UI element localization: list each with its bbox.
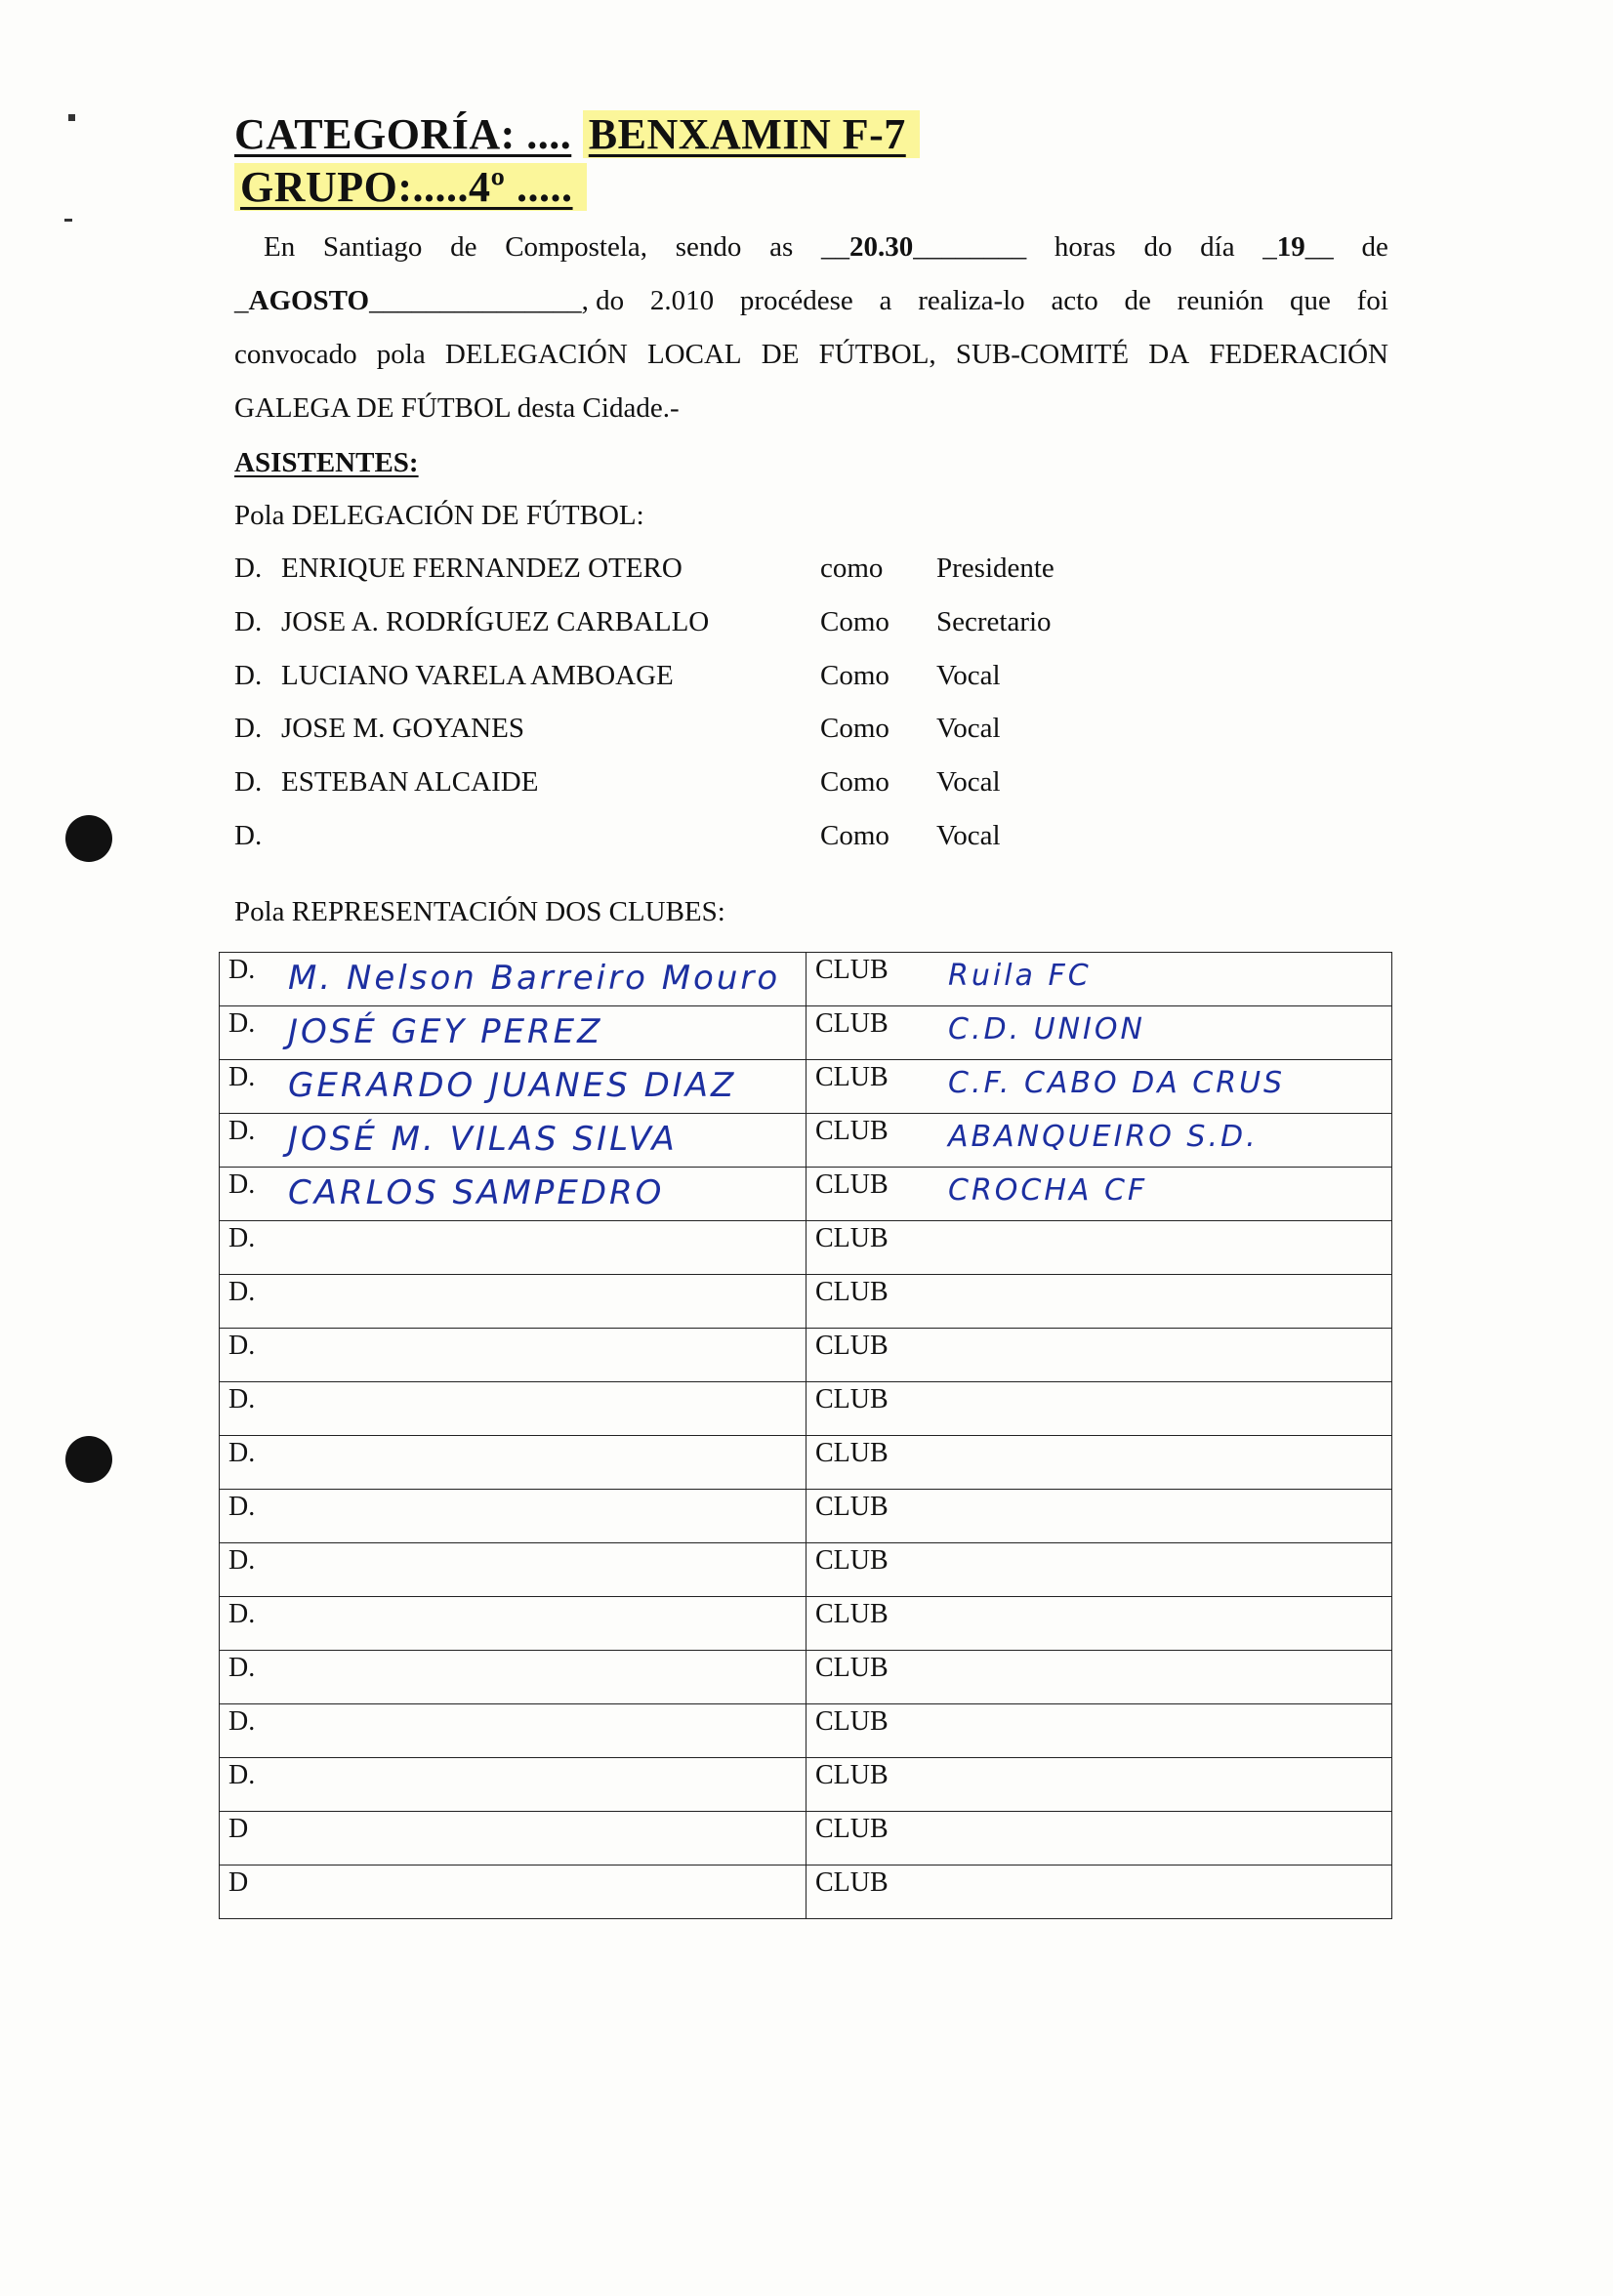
delegate-cell <box>220 1382 806 1436</box>
club-row <box>220 1704 1392 1758</box>
scan-speck <box>64 219 72 222</box>
delegate-cell <box>220 1168 806 1221</box>
scan-speck <box>68 114 75 121</box>
delegate-prefix: D. <box>228 1599 256 1629</box>
delegate-name-handwritten: JOSÉ M. VILAS SILVA <box>288 1120 678 1159</box>
club-row <box>220 1866 1392 1919</box>
word: DE <box>761 339 800 370</box>
club-row <box>220 1060 1392 1114</box>
mes-field <box>234 285 624 317</box>
member-prefix: D. <box>234 820 263 851</box>
member-name: JOSE A. RODRÍGUEZ CARBALLO <box>281 606 710 637</box>
club-row <box>220 953 1392 1006</box>
word: convocado <box>234 339 357 370</box>
club-label: CLUB <box>815 1008 889 1039</box>
member-role: Vocal <box>936 820 1001 851</box>
club-cell <box>806 1543 1392 1597</box>
club-row <box>220 1758 1392 1812</box>
club-name-handwritten: C.F. CABO DA CRUS <box>948 1066 1286 1100</box>
delegate-prefix: D <box>228 1867 249 1898</box>
club-cell <box>806 1382 1392 1436</box>
member-como: Como <box>820 713 889 744</box>
grupo-heading <box>234 162 587 212</box>
delegate-prefix: D. <box>228 1706 256 1737</box>
word: Compostela, <box>505 231 647 263</box>
delegate-prefix: D. <box>228 1008 256 1039</box>
delegate-cell <box>220 1543 806 1597</box>
club-label: CLUB <box>815 1867 889 1898</box>
delegate-prefix: D. <box>228 1760 256 1790</box>
club-cell <box>806 1275 1392 1329</box>
delegate-cell <box>220 1704 806 1758</box>
member-role: Vocal <box>936 660 1001 691</box>
club-row <box>220 1382 1392 1436</box>
club-cell <box>806 1329 1392 1382</box>
word: FEDERACIÓN <box>1209 339 1388 370</box>
club-cell <box>806 1812 1392 1866</box>
word: SUB-COMITÉ <box>955 339 1130 370</box>
member-row <box>234 660 1113 699</box>
club-row <box>220 1490 1392 1543</box>
dia-field <box>1262 231 1334 264</box>
clubs-table <box>219 952 1392 1919</box>
word: de <box>450 231 477 263</box>
club-cell <box>806 1490 1392 1543</box>
delegate-prefix: D. <box>228 1223 256 1253</box>
delegate-prefix: D. <box>228 1331 256 1361</box>
club-cell <box>806 953 1392 1006</box>
blank: _ <box>234 285 249 316</box>
intro-line-1 <box>264 231 1388 264</box>
word: Santiago <box>322 231 423 263</box>
delegate-cell <box>220 1812 806 1866</box>
club-label: CLUB <box>815 1169 889 1200</box>
member-role: Presidente <box>936 553 1055 584</box>
club-label: CLUB <box>815 1116 889 1146</box>
delegate-name-handwritten: CARLOS SAMPEDRO <box>288 1173 665 1212</box>
club-row <box>220 1275 1392 1329</box>
member-como: Como <box>820 766 889 798</box>
word: DELEGACIÓN <box>444 339 628 370</box>
grupo-label: GRUPO:.....4º ..... <box>234 163 587 211</box>
club-cell <box>806 1221 1392 1275</box>
member-row <box>234 820 1113 859</box>
delegate-prefix: D. <box>228 1492 256 1522</box>
blank: __ <box>1304 231 1334 263</box>
club-label: CLUB <box>815 1653 889 1683</box>
categoria-value: BENXAMIN F-7 <box>583 110 920 158</box>
member-row <box>234 553 1113 592</box>
club-cell <box>806 1168 1392 1221</box>
intro-line-3 <box>234 339 1388 371</box>
club-row <box>220 1168 1392 1221</box>
club-cell <box>806 1704 1392 1758</box>
member-prefix: D. <box>234 553 263 584</box>
delegate-cell <box>220 1758 806 1812</box>
categoria-heading <box>234 109 920 159</box>
club-cell <box>806 1866 1392 1919</box>
member-name: JOSE M. GOYANES <box>281 713 524 744</box>
delegate-cell <box>220 1060 806 1114</box>
member-role: Secretario <box>936 606 1052 637</box>
delegate-cell <box>220 1221 806 1275</box>
member-como: Como <box>820 660 889 691</box>
club-label: CLUB <box>815 1760 889 1790</box>
club-row <box>220 1543 1392 1597</box>
club-cell <box>806 1758 1392 1812</box>
word: En <box>264 231 296 263</box>
club-label: CLUB <box>815 1706 889 1737</box>
blank: _______________ <box>369 285 582 316</box>
word: as <box>769 231 794 263</box>
member-name: ENRIQUE FERNANDEZ OTERO <box>281 553 682 584</box>
club-row <box>220 1221 1392 1275</box>
word: realiza-lo <box>918 285 1025 316</box>
delegate-prefix: D. <box>228 955 256 985</box>
club-cell <box>806 1060 1392 1114</box>
club-label: CLUB <box>815 955 889 985</box>
club-row <box>220 1329 1392 1382</box>
delegate-cell <box>220 1329 806 1382</box>
asistentes-title: ASISTENTES: <box>234 447 419 478</box>
punch-hole-top <box>65 815 112 862</box>
member-row <box>234 606 1113 645</box>
delegate-prefix: D. <box>228 1653 256 1683</box>
intro-line-2 <box>234 285 1388 317</box>
intro-line-4: GALEGA DE FÚTBOL desta Cidade.- <box>234 392 680 424</box>
club-label: CLUB <box>815 1492 889 1522</box>
delegacion-label: Pola DELEGACIÓN DE FÚTBOL: <box>234 500 644 531</box>
word: horas <box>1054 231 1116 263</box>
delegate-prefix: D. <box>228 1116 256 1146</box>
word: reunión <box>1177 285 1264 316</box>
club-label: CLUB <box>815 1223 889 1253</box>
word: de <box>1124 285 1151 316</box>
delegate-prefix: D. <box>228 1169 256 1200</box>
blank: __ <box>820 231 849 263</box>
blank: ________ <box>913 231 1027 263</box>
club-row <box>220 1812 1392 1866</box>
member-prefix: D. <box>234 660 263 691</box>
member-role: Vocal <box>936 766 1001 798</box>
delegate-name-handwritten: JOSÉ GEY PEREZ <box>288 1012 603 1051</box>
punch-hole-bottom <box>65 1436 112 1483</box>
delegate-name-handwritten: M. Nelson Barreiro Mouro <box>288 959 781 998</box>
club-row <box>220 1436 1392 1490</box>
member-role: Vocal <box>936 713 1001 744</box>
club-cell <box>806 1597 1392 1651</box>
member-como: Como <box>820 820 889 851</box>
delegate-cell <box>220 1490 806 1543</box>
word: LOCAL <box>646 339 742 370</box>
delegate-cell <box>220 1006 806 1060</box>
club-cell <box>806 1436 1392 1490</box>
club-label: CLUB <box>815 1062 889 1092</box>
member-row <box>234 766 1113 805</box>
delegate-prefix: D. <box>228 1438 256 1468</box>
club-label: CLUB <box>815 1384 889 1414</box>
member-name: ESTEBAN ALCAIDE <box>281 766 539 798</box>
word: de <box>1361 231 1388 263</box>
club-name-handwritten: CROCHA CF <box>948 1173 1148 1208</box>
word: pola <box>376 339 426 370</box>
club-row <box>220 1651 1392 1704</box>
club-name-handwritten: Ruila FC <box>948 959 1092 993</box>
word: procédese <box>739 285 853 316</box>
delegate-cell <box>220 953 806 1006</box>
club-label: CLUB <box>815 1331 889 1361</box>
word: que <box>1290 285 1331 316</box>
delegate-prefix: D. <box>228 1062 256 1092</box>
delegate-cell <box>220 1866 806 1919</box>
word: foi <box>1356 285 1388 316</box>
hora-value: 20.30 <box>848 231 914 263</box>
word: , do <box>581 285 625 316</box>
member-prefix: D. <box>234 766 263 798</box>
dia-value: 19 <box>1276 231 1305 263</box>
club-cell <box>806 1006 1392 1060</box>
club-name-handwritten: ABANQUEIRO S.D. <box>948 1120 1259 1154</box>
delegate-cell <box>220 1436 806 1490</box>
blank: _ <box>1262 231 1277 263</box>
club-label: CLUB <box>815 1277 889 1307</box>
word: 2.010 <box>649 285 715 316</box>
word: a <box>879 285 892 316</box>
club-label: CLUB <box>815 1814 889 1844</box>
member-name: LUCIANO VARELA AMBOAGE <box>281 660 674 691</box>
delegate-cell <box>220 1275 806 1329</box>
clubes-label: Pola REPRESENTACIÓN DOS CLUBES: <box>234 896 725 927</box>
delegate-prefix: D. <box>228 1545 256 1576</box>
club-label: CLUB <box>815 1438 889 1468</box>
member-prefix: D. <box>234 713 263 744</box>
delegate-cell <box>220 1114 806 1168</box>
hora-field <box>821 231 1026 264</box>
word: sendo <box>675 231 742 263</box>
categoria-label: CATEGORÍA: .... <box>234 110 572 158</box>
member-prefix: D. <box>234 606 263 637</box>
word: DA <box>1148 339 1190 370</box>
club-row <box>220 1114 1392 1168</box>
club-label: CLUB <box>815 1599 889 1629</box>
club-cell <box>806 1651 1392 1704</box>
word: acto <box>1051 285 1098 316</box>
club-label: CLUB <box>815 1545 889 1576</box>
word: FÚTBOL, <box>818 339 936 370</box>
delegate-prefix: D. <box>228 1384 256 1414</box>
word: do <box>1143 231 1173 263</box>
member-como: como <box>820 553 884 584</box>
delegate-cell <box>220 1597 806 1651</box>
word: día <box>1200 231 1235 263</box>
delegate-prefix: D. <box>228 1277 256 1307</box>
delegate-prefix: D <box>228 1814 249 1844</box>
club-row <box>220 1597 1392 1651</box>
mes-value: AGOSTO <box>248 285 370 316</box>
member-como: Como <box>820 606 889 637</box>
club-cell <box>806 1114 1392 1168</box>
delegate-cell <box>220 1651 806 1704</box>
club-name-handwritten: C.D. UNION <box>948 1012 1145 1046</box>
member-row <box>234 713 1113 752</box>
delegate-name-handwritten: GERARDO JUANES DIAZ <box>288 1066 737 1105</box>
club-row <box>220 1006 1392 1060</box>
